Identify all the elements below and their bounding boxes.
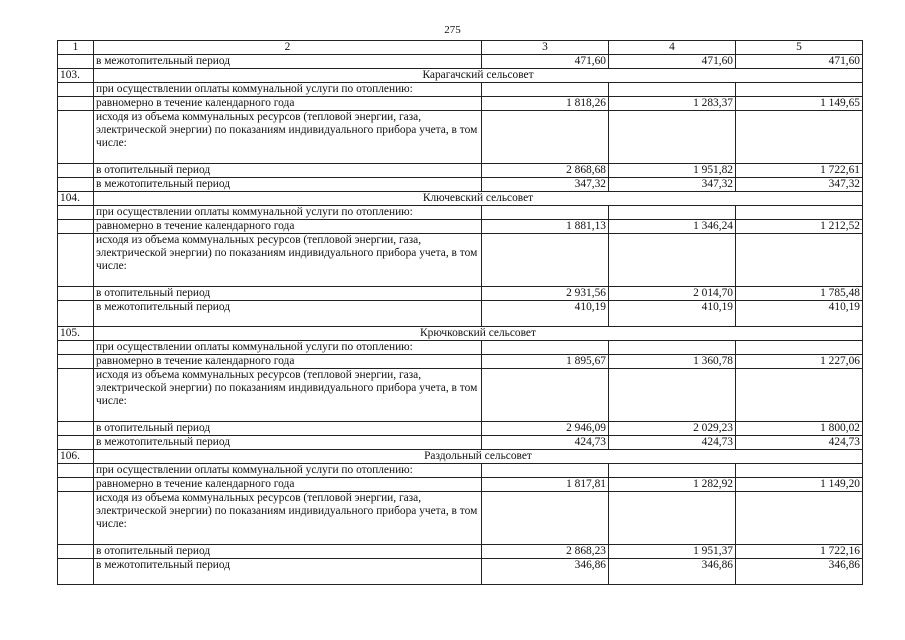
- value-col5: 1 722,16: [736, 545, 863, 559]
- tariff-table: [57, 40, 863, 585]
- row-number-cell: [58, 287, 94, 301]
- section-number: 105.: [58, 327, 94, 341]
- row-number-cell: [58, 355, 94, 369]
- section-title: Ключевский сельсовет: [94, 192, 863, 206]
- header-cell-3: 3: [482, 41, 609, 55]
- row-label: исходя из объема коммунальных ресурсов (тепловой энергии, газа, электрической энергии) по показаниям индивидуального прибора учета, в том числе:: [94, 111, 482, 164]
- page-number: 275: [444, 24, 461, 36]
- value-col3: 2 868,68: [482, 164, 609, 178]
- value-col5: [736, 206, 863, 220]
- value-col4: 1 283,37: [609, 97, 736, 111]
- row-label: в отопительный период: [94, 164, 482, 178]
- table-row: [58, 83, 863, 97]
- row-number-cell: [58, 492, 94, 545]
- table-row: [58, 206, 863, 220]
- row-number-cell: [58, 341, 94, 355]
- table-row: [58, 55, 863, 69]
- row-number-cell: [58, 436, 94, 450]
- value-col5: 347,32: [736, 178, 863, 192]
- row-number-cell: [58, 234, 94, 287]
- row-number-cell: [58, 422, 94, 436]
- row-label: равномерно в течение календарного года: [94, 220, 482, 234]
- row-label: при осуществлении оплаты коммунальной услуги по отоплению:: [94, 206, 482, 220]
- row-label: при осуществлении оплаты коммунальной услуги по отоплению:: [94, 464, 482, 478]
- value-col3: [482, 206, 609, 220]
- value-col4: [609, 492, 736, 545]
- value-col4: [609, 111, 736, 164]
- value-col3: 2 946,09: [482, 422, 609, 436]
- row-label: при осуществлении оплаты коммунальной услуги по отоплению:: [94, 341, 482, 355]
- value-col5: 1 800,02: [736, 422, 863, 436]
- value-col5: 1 149,65: [736, 97, 863, 111]
- value-col5: 1 722,61: [736, 164, 863, 178]
- value-col5: 410,19: [736, 301, 863, 327]
- row-label: в межотопительный период: [94, 55, 482, 69]
- row-number-cell: [58, 478, 94, 492]
- header-cell-5: 5: [736, 41, 863, 55]
- header-cell-4: 4: [609, 41, 736, 55]
- row-label: равномерно в течение календарного года: [94, 478, 482, 492]
- table-row: [58, 492, 863, 545]
- table-row: [58, 478, 863, 492]
- value-col4: 346,86: [609, 559, 736, 585]
- value-col4: 471,60: [609, 55, 736, 69]
- row-label: равномерно в течение календарного года: [94, 97, 482, 111]
- row-label: в межотопительный период: [94, 436, 482, 450]
- header-cell-1: 1: [58, 41, 94, 55]
- row-label: в межотопительный период: [94, 178, 482, 192]
- value-col3: [482, 341, 609, 355]
- value-col4: [609, 369, 736, 422]
- row-label: исходя из объема коммунальных ресурсов (тепловой энергии, газа, электрической энергии) по показаниям индивидуального прибора учета, в том числе:: [94, 234, 482, 287]
- section-title-row: [58, 327, 863, 341]
- row-number-cell: [58, 369, 94, 422]
- value-col3: 424,73: [482, 436, 609, 450]
- value-col4: 347,32: [609, 178, 736, 192]
- value-col3: 2 868,23: [482, 545, 609, 559]
- table-row: [58, 559, 863, 585]
- row-number-cell: [58, 111, 94, 164]
- value-col5: [736, 464, 863, 478]
- table-row: [58, 164, 863, 178]
- value-col3: 1 895,67: [482, 355, 609, 369]
- value-col5: [736, 111, 863, 164]
- header-cell-2: 2: [94, 41, 482, 55]
- value-col4: 2 029,23: [609, 422, 736, 436]
- value-col3: 346,86: [482, 559, 609, 585]
- row-number-cell: [58, 301, 94, 327]
- table-row: [58, 97, 863, 111]
- value-col5: [736, 234, 863, 287]
- section-number: 103.: [58, 69, 94, 83]
- value-col5: 346,86: [736, 559, 863, 585]
- value-col4: 410,19: [609, 301, 736, 327]
- value-col3: [482, 369, 609, 422]
- value-col5: 471,60: [736, 55, 863, 69]
- table-row: [58, 545, 863, 559]
- row-label: в отопительный период: [94, 422, 482, 436]
- table-row: [58, 422, 863, 436]
- value-col3: 1 881,13: [482, 220, 609, 234]
- row-number-cell: [58, 559, 94, 585]
- row-label: в межотопительный период: [94, 301, 482, 327]
- row-label: при осуществлении оплаты коммунальной услуги по отоплению:: [94, 83, 482, 97]
- value-col3: 471,60: [482, 55, 609, 69]
- table-row: [58, 234, 863, 287]
- value-col5: 1 212,52: [736, 220, 863, 234]
- section-title: Раздольный сельсовет: [94, 450, 863, 464]
- row-number-cell: [58, 97, 94, 111]
- table-row: [58, 464, 863, 478]
- row-number-cell: [58, 55, 94, 69]
- table-row: [58, 301, 863, 327]
- value-col4: 1 360,78: [609, 355, 736, 369]
- row-number-cell: [58, 464, 94, 478]
- value-col3: [482, 83, 609, 97]
- value-col4: 1 951,82: [609, 164, 736, 178]
- table-row: [58, 369, 863, 422]
- value-col3: 410,19: [482, 301, 609, 327]
- value-col5: 424,73: [736, 436, 863, 450]
- value-col5: 1 227,06: [736, 355, 863, 369]
- value-col5: [736, 341, 863, 355]
- row-label: в отопительный период: [94, 545, 482, 559]
- value-col4: [609, 464, 736, 478]
- row-label: исходя из объема коммунальных ресурсов (тепловой энергии, газа, электрической энергии) по показаниям индивидуального прибора учета, в том числе:: [94, 492, 482, 545]
- table-row: [58, 436, 863, 450]
- value-col5: 1 149,20: [736, 478, 863, 492]
- section-title: Карагачский сельсовет: [94, 69, 863, 83]
- value-col3: [482, 111, 609, 164]
- value-col3: [482, 234, 609, 287]
- header-row: [58, 41, 863, 55]
- value-col3: 2 931,56: [482, 287, 609, 301]
- value-col5: [736, 492, 863, 545]
- row-number-cell: [58, 545, 94, 559]
- section-number: 106.: [58, 450, 94, 464]
- row-number-cell: [58, 83, 94, 97]
- row-label: в отопительный период: [94, 287, 482, 301]
- value-col4: 424,73: [609, 436, 736, 450]
- table-row: [58, 287, 863, 301]
- value-col4: 1 346,24: [609, 220, 736, 234]
- section-number: 104.: [58, 192, 94, 206]
- value-col4: [609, 341, 736, 355]
- value-col3: [482, 492, 609, 545]
- table-row: [58, 178, 863, 192]
- value-col3: [482, 464, 609, 478]
- value-col4: [609, 206, 736, 220]
- table-row: [58, 111, 863, 164]
- row-number-cell: [58, 164, 94, 178]
- section-title-row: [58, 69, 863, 83]
- row-number-cell: [58, 206, 94, 220]
- value-col3: 1 817,81: [482, 478, 609, 492]
- value-col4: 1 282,92: [609, 478, 736, 492]
- value-col5: [736, 369, 863, 422]
- section-title-row: [58, 450, 863, 464]
- row-label: в межотопительный период: [94, 559, 482, 585]
- section-title-row: [58, 192, 863, 206]
- table-row: [58, 355, 863, 369]
- section-title: Крючковский сельсовет: [94, 327, 863, 341]
- table-row: [58, 341, 863, 355]
- value-col4: [609, 83, 736, 97]
- value-col4: 2 014,70: [609, 287, 736, 301]
- row-number-cell: [58, 178, 94, 192]
- value-col4: 1 951,37: [609, 545, 736, 559]
- value-col5: [736, 83, 863, 97]
- row-label: равномерно в течение календарного года: [94, 355, 482, 369]
- value-col3: 1 818,26: [482, 97, 609, 111]
- row-label: исходя из объема коммунальных ресурсов (тепловой энергии, газа, электрической энергии) по показаниям индивидуального прибора учета, в том числе:: [94, 369, 482, 422]
- value-col3: 347,32: [482, 178, 609, 192]
- value-col5: 1 785,48: [736, 287, 863, 301]
- row-number-cell: [58, 220, 94, 234]
- table-row: [58, 220, 863, 234]
- value-col4: [609, 234, 736, 287]
